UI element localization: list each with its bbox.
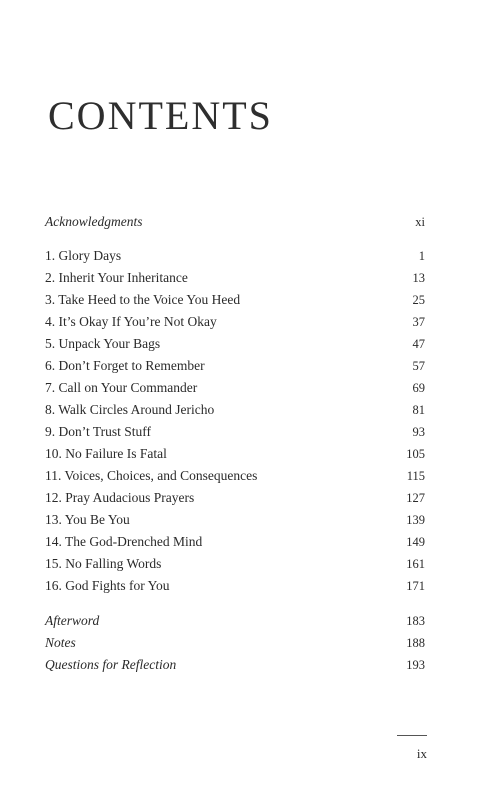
toc-entry-chapter [45, 378, 425, 398]
toc-entry-page: 81 [412, 403, 425, 417]
toc-entry-afterword [45, 611, 425, 631]
toc-entry-page: 25 [412, 293, 425, 307]
toc-entry-page: 93 [412, 425, 425, 439]
toc-entry-page: 1 [418, 249, 425, 263]
toc-entry-page: 188 [406, 636, 425, 650]
toc-entry-page: 115 [406, 469, 425, 483]
toc-entry-label: 1. Glory Days [45, 248, 122, 263]
toc-entry-chapter [45, 422, 425, 442]
toc-entry-chapter [45, 554, 425, 574]
toc-entry-page: 171 [406, 579, 425, 593]
toc-entry-page: 69 [412, 381, 425, 395]
toc-entry-label: 5. Unpack Your Bags [45, 336, 161, 351]
toc-entry-page: 193 [406, 658, 425, 672]
toc-entry-chapter [45, 312, 425, 332]
toc-entry-page: 127 [406, 491, 425, 505]
page-title: CONTENTS [48, 93, 273, 138]
toc-entry-label: 7. Call on Your Commander [45, 380, 198, 395]
toc-entry-label: Notes [45, 635, 76, 650]
toc-entry-chapter [45, 334, 425, 354]
page-number: ix [416, 746, 427, 761]
toc-entry-label: 15. No Falling Words [45, 556, 162, 571]
toc-entry-page: 13 [412, 271, 425, 285]
toc-entry-label: 6. Don’t Forget to Remember [45, 358, 205, 373]
toc-entry-page: xi [415, 215, 425, 229]
toc-entry-chapter [45, 290, 425, 310]
toc-entry-chapter [45, 268, 425, 288]
toc-entry-label: 2. Inherit Your Inheritance [45, 270, 188, 285]
toc-entry-label: 13. You Be You [45, 512, 130, 527]
toc-entry-questions [45, 655, 425, 675]
toc-entry-label: 9. Don’t Trust Stuff [45, 424, 152, 439]
toc-entry-label: 8. Walk Circles Around Jericho [45, 402, 215, 417]
toc-entry-notes [45, 633, 425, 653]
toc-entry-page: 105 [406, 447, 425, 461]
toc-entry-page: 37 [412, 315, 425, 329]
toc-entry-label: 11. Voices, Choices, and Consequences [45, 468, 258, 483]
toc-entry-label: 14. The God-Drenched Mind [45, 534, 203, 549]
toc-entry-page: 161 [406, 557, 425, 571]
toc-entry-page: 149 [406, 535, 425, 549]
toc-entry-label: 12. Pray Audacious Prayers [45, 490, 195, 505]
toc-entry-page: 183 [406, 614, 425, 628]
toc-entry-chapter [45, 400, 425, 420]
toc-entry-chapter [45, 532, 425, 552]
toc-entry-label: Afterword [45, 613, 100, 628]
toc-entry-chapter [45, 246, 425, 266]
footer-rule [397, 735, 427, 736]
toc-entry-label: 10. No Failure Is Fatal [45, 446, 167, 461]
toc-entry-label: 16. God Fights for You [45, 578, 170, 593]
toc-entry-acknowledgments [45, 212, 425, 232]
toc-entry-chapter [45, 356, 425, 376]
toc-entry-chapter [45, 510, 425, 530]
toc-entry-label: Questions for Reflection [45, 657, 177, 672]
toc-entry-chapter [45, 488, 425, 508]
toc-entry-label: 3. Take Heed to the Voice You Heed [45, 292, 241, 307]
toc-entry-chapter [45, 576, 425, 596]
toc-entry-page: 47 [412, 337, 425, 351]
toc-entry-label: 4. It’s Okay If You’re Not Okay [45, 314, 217, 329]
toc-entry-chapter [45, 466, 425, 486]
toc-entry-chapter [45, 444, 425, 464]
toc-entry-label: Acknowledgments [45, 214, 143, 229]
toc-entry-page: 139 [406, 513, 425, 527]
toc-entry-page: 57 [412, 359, 425, 373]
